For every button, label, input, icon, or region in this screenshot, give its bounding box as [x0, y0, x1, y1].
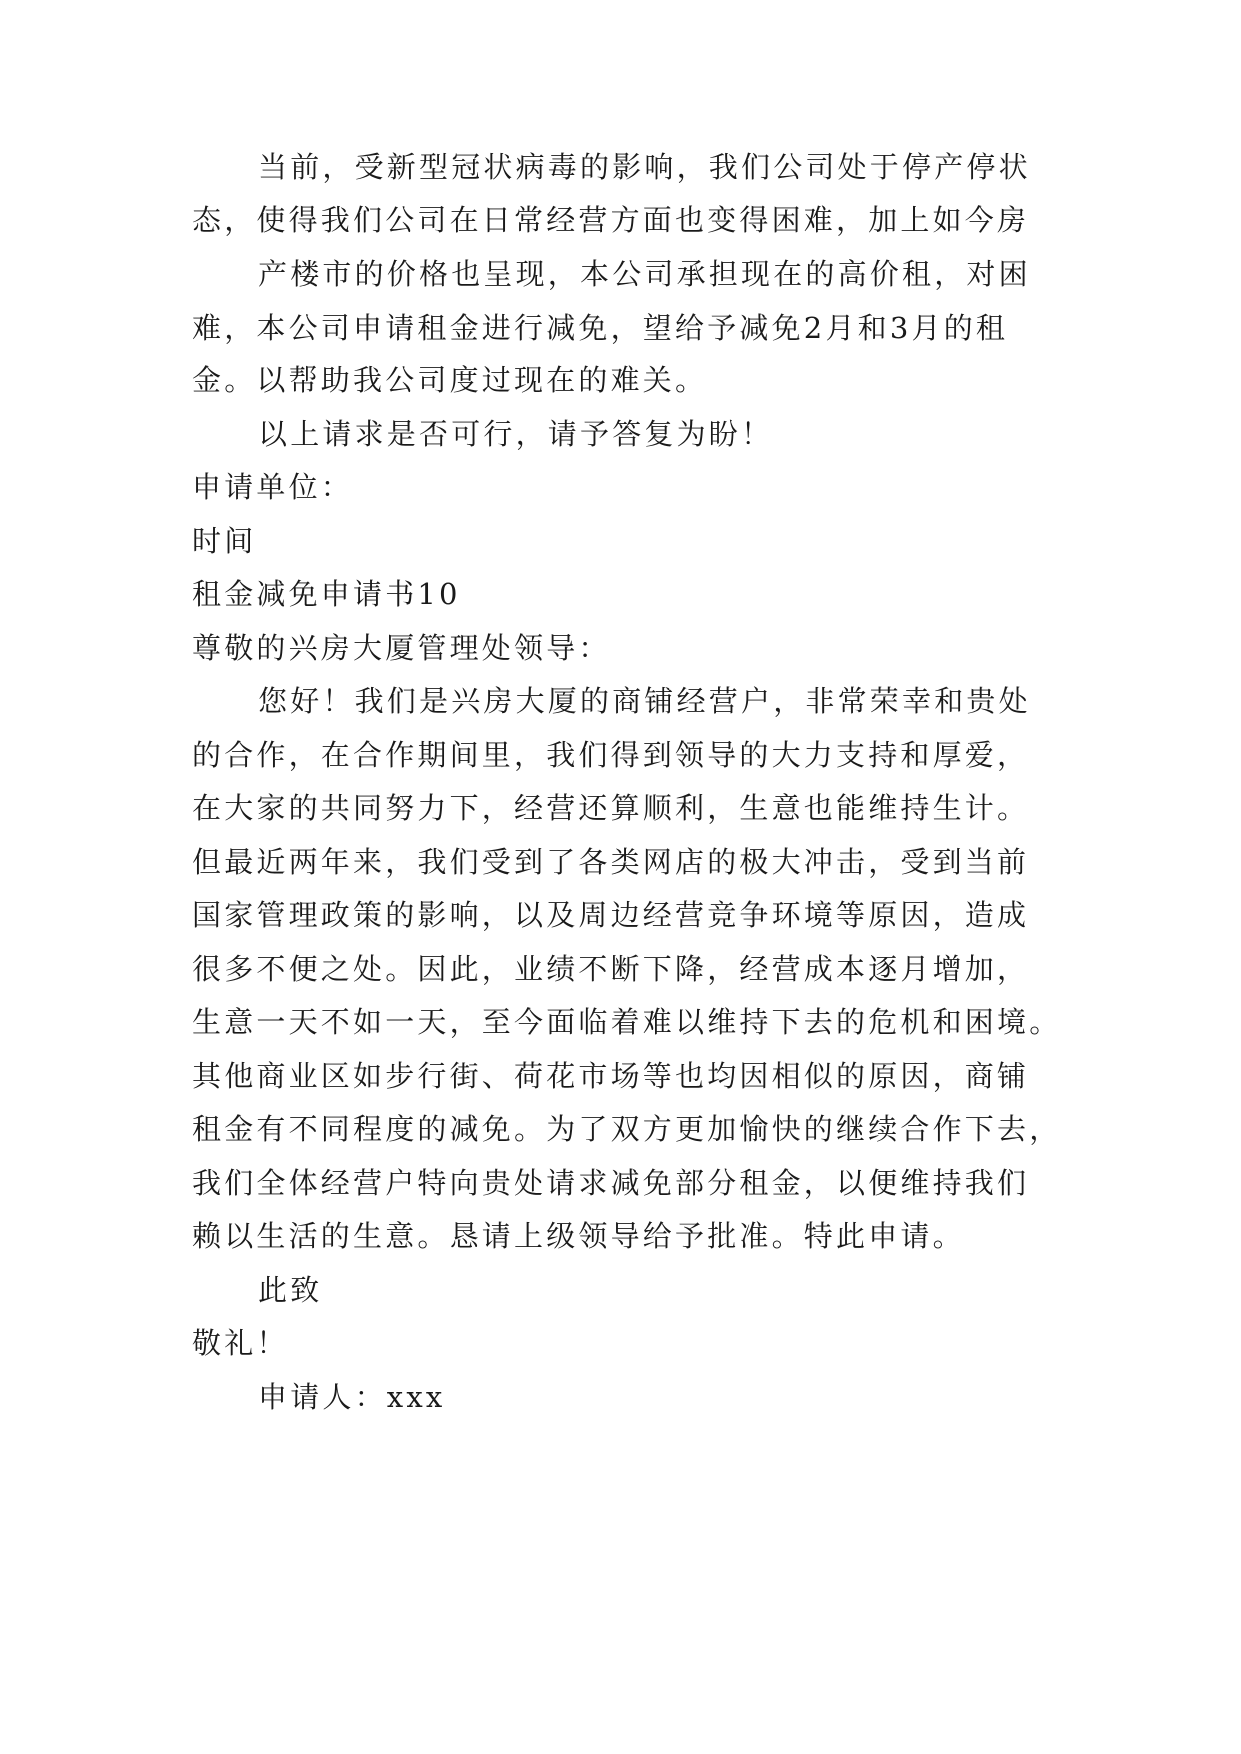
paragraph-line: 当前，受新型冠状病毒的影响，我们公司处于停产停状 [258, 150, 1031, 184]
applicant-unit-label: 申请单位： [192, 470, 354, 504]
paragraph-line: 生意一天不如一天，至今面临着难以维持下去的危机和困境。 [192, 1005, 1062, 1039]
date-label: 时间 [192, 524, 257, 558]
closing-phrase: 此致 [258, 1273, 323, 1307]
paragraph-line: 但最近两年来，我们受到了各类网店的极大冲击，受到当前 [192, 845, 1030, 879]
paragraph-line: 其他商业区如步行街、荷花市场等也均因相似的原因，商铺 [192, 1059, 1030, 1093]
applicant-signature: 申请人：xxx [258, 1380, 446, 1414]
paragraph-line: 态，使得我们公司在日常经营方面也变得困难，加上如今房 [192, 203, 1030, 237]
paragraph-line: 国家管理政策的影响，以及周边经营竞争环境等原因，造成 [192, 898, 1030, 932]
paragraph-line: 的合作，在合作期间里，我们得到领导的大力支持和厚爱， [192, 738, 1030, 772]
closing-salute: 敬礼！ [192, 1326, 289, 1360]
paragraph-line: 您好！我们是兴房大厦的商铺经营户，非常荣幸和贵处 [258, 684, 1031, 718]
paragraph-line: 我们全体经营户特向贵处请求减免部分租金，以便维持我们 [192, 1166, 1030, 1200]
paragraph-line: 金。以帮助我公司度过现在的难关。 [192, 363, 708, 397]
paragraph-line: 在大家的共同努力下，经营还算顺利，生意也能维持生计。 [192, 791, 1030, 825]
paragraph-line: 难，本公司申请租金进行减免，望给予减免2月和3月的租 [192, 311, 1009, 345]
paragraph-line: 以上请求是否可行，请予答复为盼！ [258, 417, 774, 451]
salutation: 尊敬的兴房大厦管理处领导： [192, 631, 611, 665]
paragraph-line: 赖以生活的生意。恳请上级领导给予批准。特此申请。 [192, 1219, 965, 1253]
paragraph-line: 产楼市的价格也呈现，本公司承担现在的高价租，对困 [258, 257, 1031, 291]
paragraph-line: 很多不便之处。因此，业绩不断下降，经营成本逐月增加， [192, 952, 1030, 986]
paragraph-line: 租金有不同程度的减免。为了双方更加愉快的继续合作下去， [192, 1112, 1062, 1146]
document-title: 租金减免申请书10 [192, 577, 461, 611]
